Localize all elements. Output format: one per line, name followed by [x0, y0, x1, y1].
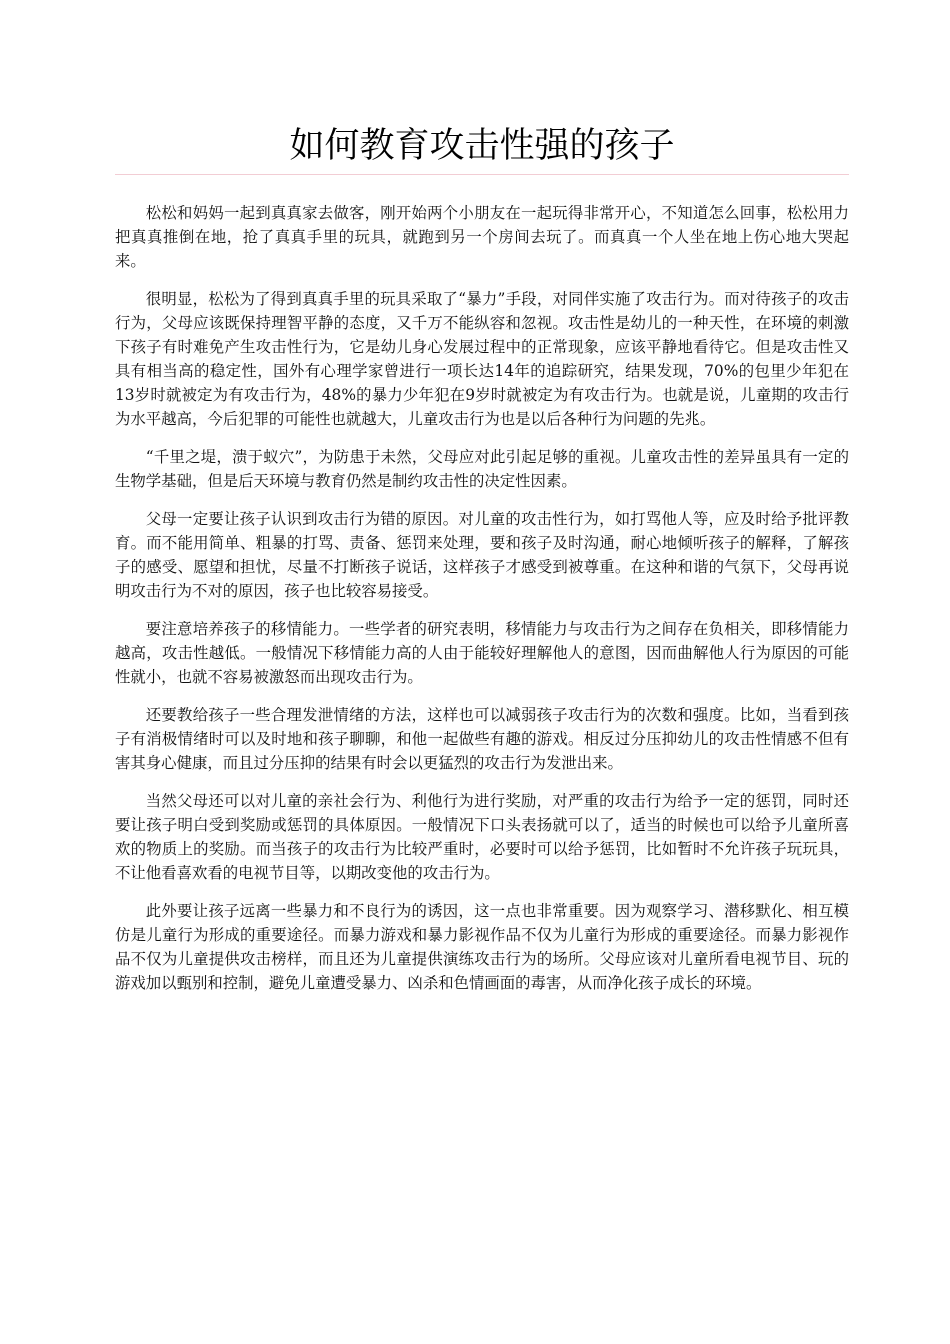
paragraph-6: 还要教给孩子一些合理发泄情绪的方法，这样也可以减弱孩子攻击行为的次数和强度。比如，当看到孩子有消极情绪时可以及时地和孩子聊聊，和他一起做些有趣的游戏。相反过分压抑幼儿的攻击性情感不但有害其身心健康，而且过分压抑的结果有时会以更猛烈的攻击行为发泄出来。 [115, 706, 849, 772]
document-title: 如何教育攻击性强的孩子 [289, 126, 675, 166]
document-body [115, 201, 849, 1009]
paragraph-7: 当然父母还可以对儿童的亲社会行为、利他行为进行奖励，对严重的攻击行为给予一定的惩罚，同时还要让孩子明白受到奖励或惩罚的具体原因。一般情况下口头表扬就可以了，适当的时候也可以给予儿童所喜欢的物质上的奖励。而当孩子的攻击行为比较严重时，必要时可以给予惩罚，比如暂时不允许孩子玩玩具，不让他看喜欢看的电视节目等，以期改变他的攻击行为。 [115, 792, 849, 882]
paragraph-1: 松松和妈妈一起到真真家去做客，刚开始两个小朋友在一起玩得非常开心，不知道怎么回事，松松用力把真真推倒在地，抢了真真手里的玩具，就跑到另一个房间去玩了。而真真一个人坐在地上伤心地大哭起来。 [115, 204, 849, 270]
paragraph-2: 很明显，松松为了得到真真手里的玩具采取了“暴力”手段，对同伴实施了攻击行为。而对待孩子的攻击行为，父母应该既保持理智平静的态度，又千万不能纵容和忽视。攻击性是幼儿的一种天性，在环境的刺激下孩子有时难免产生攻击性行为，它是幼儿身心发展过程中的正常现象，应该平静地看待它。但是攻击性又具有相当高的稳定性，国外有心理学家曾进行一项长达14年的追踪研究，结果发现，70%的包里少年犯在13岁时就被定为有攻击行为，48%的暴力少年犯在9岁时就被定为有攻击行为。也就是说，儿童期的攻击行为水平越高，今后犯罪的可能性也就越大，儿童攻击行为也是以后各种行为问题的先兆。 [115, 290, 849, 428]
paragraph-8: 此外要让孩子远离一些暴力和不良行为的诱因，这一点也非常重要。因为观察学习、潜移默化、相互模仿是儿童行为形成的重要途径。而暴力游戏和暴力影视作品不仅为儿童行为形成的重要途径。而暴力影视作品不仅为儿童提供攻击榜样，而且还为儿童提供演练攻击行为的场所。父母应该对儿童所看电视节目、玩的游戏加以甄别和控制，避免儿童遭受暴力、凶杀和色情画面的毒害，从而净化孩子成长的环境。 [115, 902, 849, 992]
paragraph-3: “千里之堤，溃于蚁穴”，为防患于未然，父母应对此引起足够的重视。儿童攻击性的差异虽具有一定的生物学基础，但是后天环境与教育仍然是制约攻击性的决定性因素。 [115, 448, 849, 490]
paragraph-5: 要注意培养孩子的移情能力。一些学者的研究表明，移情能力与攻击行为之间存在负相关，即移情能力越高，攻击性越低。一般情况下移情能力高的人由于能较好理解他人的意图，因而曲解他人行为原因的可能性就小，也就不容易被激怒而出现攻击行为。 [115, 620, 849, 686]
paragraph-4: 父母一定要让孩子认识到攻击行为错的原因。对儿童的攻击性行为，如打骂他人等，应及时给予批评教育。而不能用简单、粗暴的打骂、责备、惩罚来处理，要和孩子及时沟通，耐心地倾听孩子的解释，了解孩子的感受、愿望和担忧，尽量不打断孩子说话，这样孩子才感受到被尊重。在这种和谐的气氛下，父母再说明攻击行为不对的原因，孩子也比较容易接受。 [115, 510, 849, 600]
title-divider [115, 174, 849, 175]
